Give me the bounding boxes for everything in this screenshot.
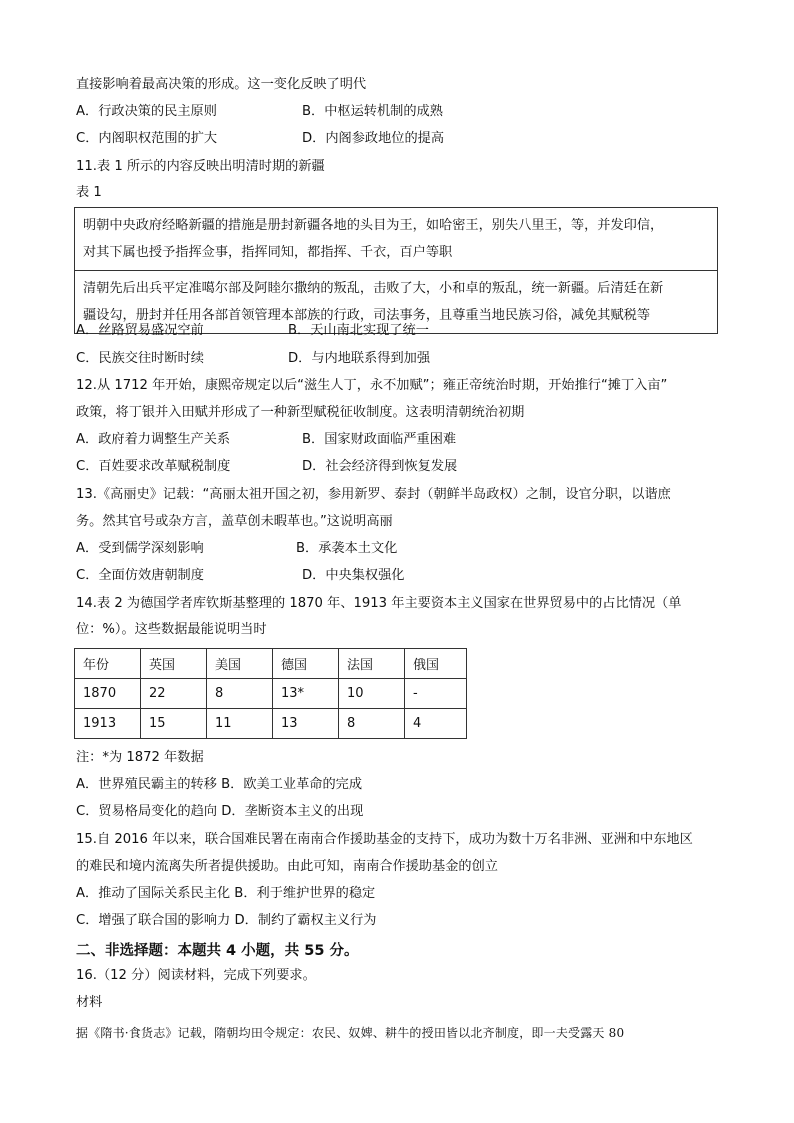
- q15-options-ab: A．推动了国际关系民主化 B．利于维护世界的稳定: [76, 886, 376, 901]
- q13-option-d: D．中央集权强化: [302, 568, 405, 583]
- q11-option-c: C．民族交往时断时续: [76, 351, 204, 366]
- q15-line2: 的难民和境内流离失所者提供援助。由此可知，南南合作援助基金的创立: [76, 859, 498, 874]
- q13-line2: 务。然其官号或杂方言，盖草创未暇革也。”这说明高丽: [76, 514, 393, 529]
- q14-table-row-1870: [75, 679, 467, 709]
- q11-table-row-ming: [75, 208, 717, 270]
- q11-option-d: D．与内地联系得到加强: [288, 351, 431, 366]
- q14-cell: -: [405, 679, 467, 709]
- q10-option-b: B．中枢运转机制的成熟: [302, 104, 443, 119]
- q14-header-year: 年份: [75, 649, 141, 679]
- q14-table-header-row: [75, 649, 467, 679]
- q10-option-c: C．内阁职权范围的扩大: [76, 131, 218, 146]
- q14-cell: 10: [339, 679, 405, 709]
- q15-options-cd: C．增强了联合国的影响力 D．制约了霸权主义行为: [76, 913, 377, 928]
- q16-material-label: 材料: [76, 995, 103, 1010]
- q14-cell: 13: [273, 709, 339, 739]
- q14-header-de: 德国: [273, 649, 339, 679]
- q12-option-a: A．政府着力调整生产关系: [76, 432, 231, 447]
- q11-table-1: [74, 207, 718, 334]
- q16-material-line1: 据《隋书·食货志》记载，隋朝均田令规定：农民、奴婢、耕牛的授田皆以北齐制度，即一夫受露天 80: [76, 1026, 625, 1040]
- q14-table-2: [74, 648, 467, 739]
- q10-stem-tail: 直接影响着最高决策的形成。这一变化反映了明代: [76, 77, 367, 92]
- q14-note: 注：*为 1872 年数据: [76, 750, 204, 765]
- q14-cell: 15: [141, 709, 207, 739]
- q12-line1: 12.从 1712 年开始，康熙帝规定以后“滋生人丁，永不加赋”；雍正帝统治时期，开始推行“摊丁入亩”: [76, 378, 668, 393]
- q13-line1: 13.《高丽史》记载：“高丽太祖开国之初，参用新罗、泰封（朝鲜半岛政权）之制，设官分职，以谐庶: [76, 487, 671, 502]
- q14-cell: 1913: [75, 709, 141, 739]
- q14-cell: 11: [207, 709, 273, 739]
- q14-cell: 13*: [273, 679, 339, 709]
- q11-option-a: A．丝路贸易盛况空前: [76, 323, 204, 338]
- q11-option-b: B．天山南北实现了统一: [288, 323, 429, 338]
- q12-line2: 政策，将丁银并入田赋并形成了一种新型赋税征收制度。这表明清朝统治初期: [76, 405, 525, 420]
- q14-table-row-1913: [75, 709, 467, 739]
- q10-option-d: D．内阁参政地位的提高: [302, 131, 445, 146]
- q14-cell: 1870: [75, 679, 141, 709]
- q11-row2-line2: 疆设勾，册封并任用各部首领管理本部族的行政，司法事务，且尊重当地民族习俗，减免其赋税等: [83, 308, 651, 323]
- q11-stem: 11.表 1 所示的内容反映出明清时期的新疆: [76, 159, 325, 174]
- q10-option-a: A．行政决策的民主原则: [76, 104, 217, 119]
- q13-option-b: B．承袭本土文化: [296, 541, 398, 556]
- q16-stem: 16.（12 分）阅读材料，完成下列要求。: [76, 968, 316, 983]
- q12-option-c: C．百姓要求改革赋税制度: [76, 459, 231, 474]
- q14-header-fr: 法国: [339, 649, 405, 679]
- q15-line1: 15.自 2016 年以来，联合国难民署在南南合作援助基金的支持下，成功为数十万名非洲、亚洲和中东地区: [76, 832, 693, 847]
- q14-header-uk: 英国: [141, 649, 207, 679]
- q12-option-d: D．社会经济得到恢复发展: [302, 459, 458, 474]
- q11-row1-line2: 对其下属也授予指挥佥事，指挥同知，都指挥、千衣，百户等职: [83, 245, 453, 260]
- q11-row1-line1: 明朝中央政府经略新疆的措施是册封新疆各地的头目为王，如哈密王，别失八里王，等，并发印信，: [83, 218, 664, 233]
- q13-option-c: C．全面仿效唐朝制度: [76, 568, 204, 583]
- q14-options-cd: C．贸易格局变化的趋向 D．垄断资本主义的出现: [76, 804, 364, 819]
- q14-cell: 8: [207, 679, 273, 709]
- q14-header-ru: 俄国: [405, 649, 467, 679]
- q14-header-us: 美国: [207, 649, 273, 679]
- q14-cell: 22: [141, 679, 207, 709]
- q14-line1: 14.表 2 为德国学者库钦斯基整理的 1870 年、1913 年主要资本主义国家在世界贸易中的占比情况（单: [76, 596, 682, 611]
- q13-option-a: A．受到儒学深刻影响: [76, 541, 204, 556]
- q12-option-b: B．国家财政面临严重困难: [302, 432, 457, 447]
- q14-cell: 4: [405, 709, 467, 739]
- q14-line2: 位：%）。这些数据最能说明当时: [76, 622, 267, 637]
- q14-cell: 8: [339, 709, 405, 739]
- q14-options-ab: A．世界殖民霸主的转移 B．欧美工业革命的完成: [76, 777, 363, 792]
- q11-row2-line1: 清朝先后出兵平定准噶尔部及阿睦尔撒纳的叛乱，击败了大，小和卓的叛乱，统一新疆。后清廷在新: [83, 281, 664, 296]
- section-2-heading: 二、非选择题：本题共 4 小题，共 55 分。: [76, 943, 359, 959]
- q11-table-label: 表 1: [76, 185, 102, 200]
